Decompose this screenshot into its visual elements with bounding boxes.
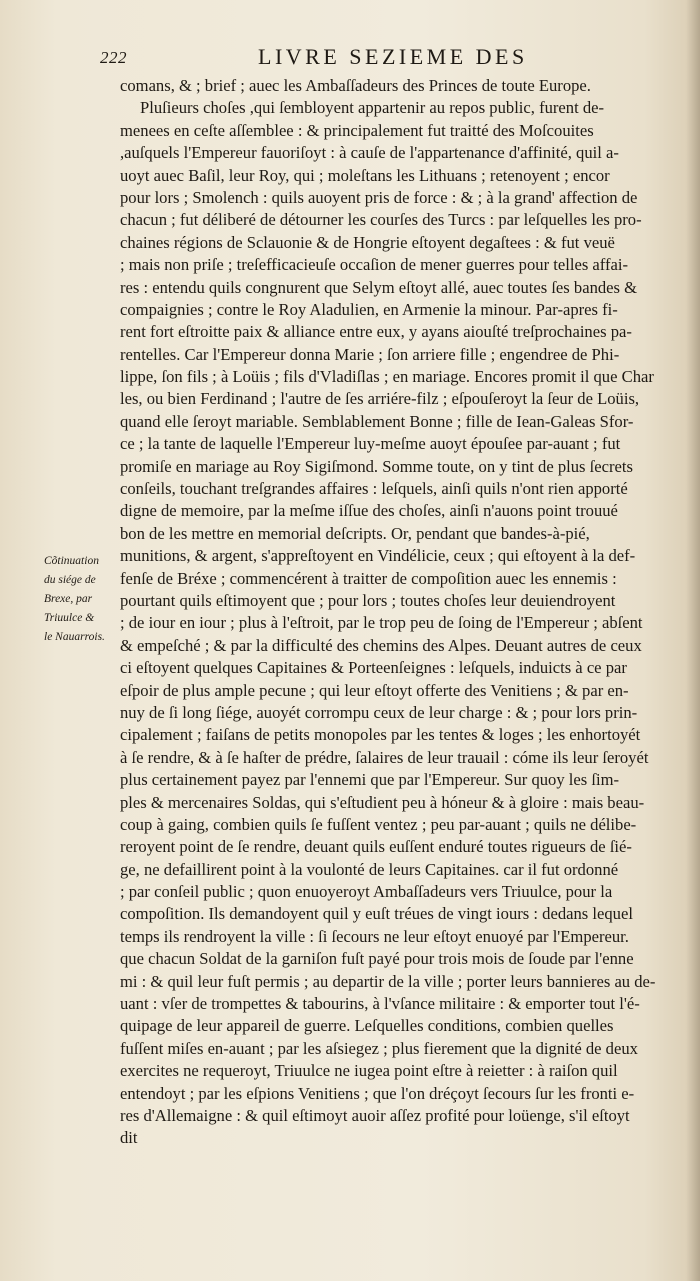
text-line: rent fort eſtroitte paix & alliance entre eux, y ayans aiouſté treſprochaines pa-: [120, 322, 632, 342]
text-line: ; mais non priſe ; treſefficacieuſe occaſion de mener guerres pour telles affai-: [120, 255, 629, 275]
text-line: bon de les mettre en memorial deſcripts. Or, pendant que bandes-à-pié,: [120, 523, 590, 543]
text-line: ge, ne defaillirent point à la voulonté de leurs Capitaines. car il fut ordonné: [120, 859, 619, 879]
text-line: lippe, ſon fils ; à Loüis ; fils d'Vladiſlas ; en mariage. Encores promit il que Char: [120, 367, 654, 387]
text-line: que chacun Soldat de la garniſon fuſt payé pour trois mois de ſoude par l'enne: [120, 949, 634, 969]
text-line: pour lors ; Smolench : quils auoyent pris de force : & ; à la grand' affection de: [120, 187, 638, 207]
text-line: mi : & quil leur fuſt permis ; au departir de la ville ; porter leurs bannieres au de-: [120, 971, 656, 991]
text-line: ci eſtoyent quelques Capitaines & Porteenſeignes : leſquels, induicts à ce par: [120, 658, 627, 678]
text-line: quand elle ſeroyt mariable. Semblablement Bonne ; fille de Iean-Galeas Sfor-: [120, 411, 634, 431]
text-line: conſeils, touchant treſgrandes affaires : leſquels, ainſi quils n'ont rien apporté: [120, 479, 628, 499]
text-line: entendoyt ; par les eſpions Venitiens ; que l'on dréçoyt ſecours ſur les fronti e-: [120, 1083, 635, 1103]
text-line: coup à gaing, combien quils ſe fuſſent ventez ; peu par-auant ; quils ne délibe-: [120, 814, 637, 834]
text-line: compaignies ; contre le Roy Aladulien, en Armenie la minour. Par-apres fi-: [120, 299, 618, 319]
body-text: [120, 75, 685, 1172]
text-line: ce ; la tante de laquelle l'Empereur luy-meſme auoyt épouſee par-auant ; fut: [120, 434, 621, 454]
text-line: menees en ceſte aſſemblee : & principalement fut traitté des Moſcouites: [120, 120, 594, 140]
text-line: fuſſent miſes en-auant ; par les aſsiegez ; plus fierement que la dignité de deux: [120, 1038, 638, 1058]
text-line: digne de memoire, par la meſme iſſue des choſes, ainſi n'auons point trouué: [120, 501, 618, 521]
margin-note-line: Cõtinuation: [44, 555, 99, 567]
text-line: ; de iour en iour ; plus à l'eſtroit, par le trop peu de ſoing de l'Empereur ; abſent: [120, 613, 643, 633]
text-line: rentelles. Car l'Empereur donna Marie ; ſon arriere fille ; engendree de Phi-: [120, 344, 620, 364]
text-line: nuy de ſi long ſiége, auoyét corrompu ceux de leur charge : & ; pour lors prin-: [120, 702, 638, 722]
text-line: [120, 1150, 685, 1172]
text-line: promiſe en mariage au Roy Sigiſmond. Somme toute, on y tint de plus ſecrets: [120, 456, 633, 476]
text-line: plus certainement payez par l'ennemi que par l'Empereur. Sur quoy les ſim-: [120, 770, 620, 790]
text-line: compoſition. Ils demandoyent quil y euſt tréues de vingt iours : dedans lequel: [120, 904, 633, 924]
text-line: ,auſquels l'Empereur fauoriſoyt : à cauſe de l'appartenance d'affinité, quil a-: [120, 143, 619, 163]
text-line: munitions, & argent, s'appreſtoyent en Vindélicie, ceux ; qui eſtoyent à la def-: [120, 546, 636, 566]
text-line: dit: [120, 1128, 138, 1148]
margin-note-line: Brexe, par: [44, 593, 93, 605]
text-line: temps ils rendroyent la ville : ſi ſecours ne leur eſtoyt enuoyé par l'Empereur.: [120, 926, 629, 946]
text-line: ; par conſeil public ; quon enuoyeroyt Ambaſſadeurs vers Triuulce, pour la: [120, 882, 613, 902]
margin-note-line: du siége de: [44, 574, 96, 586]
text-line: uant : vſer de trompettes & tabourins, à l'vſance militaire : & emporter tout l'é-: [120, 994, 640, 1014]
page-number: 222: [100, 48, 127, 67]
text-line: fenſe de Bréxe ; commencérent à traitter de compoſition auec les ennemis :: [120, 568, 617, 588]
text-line: res : entendu quils congnurent que Selym eſtoyt allé, auec toutes ſes bandes &: [120, 277, 638, 297]
text-line: exercites ne requeroyt, Triuulce ne iugea point eſtre à reietter : à raiſon quil: [120, 1061, 618, 1081]
text-line: les, ou bien Ferdinand ; l'autre de ſes arriére-filz ; eſpouſeroyt la ſeur de Loüis,: [120, 389, 640, 409]
text-line: eſpoir de plus ample pecune ; qui leur eſtoyt offerte des Venitiens ; & par en-: [120, 680, 629, 700]
text-line: à ſe rendre, & à ſe haſter de prédre, ſalaires de leur trauail : cóme ils leur ſeroyét: [120, 747, 649, 767]
text-line: comans, & ; brief ; auec les Ambaſſadeurs des Princes de toute Europe.: [120, 76, 591, 95]
text-line: quipage de leur appareil de guerre. Leſquelles conditions, combien quelles: [120, 1016, 614, 1036]
text-line: uoyt auec Baſil, leur Roy, qui ; moleſtans les Lithuans ; retenoyent ; encor: [120, 165, 610, 185]
margin-note-line: le Nauarrois.: [44, 631, 105, 643]
margin-note-line: Triuulce &: [44, 612, 95, 624]
text-line: Pluſieurs choſes ,qui ſembloyent appartenir au repos public, furent de-: [140, 98, 605, 118]
text-line: cipalement ; faiſans de petits monopoles par les tentes & loges ; les enhortoyét: [120, 725, 641, 745]
text-line: & empeſché ; & par la difficulté des chemins des Alpes. Deuant autres de ceux: [120, 635, 642, 655]
margin-note: [44, 552, 120, 647]
text-line: ples & mercenaires Soldas, qui s'eſtudient peu à hóneur & à gloire : mais beau-: [120, 792, 645, 812]
text-line: pourtant quils eſtimoyent que ; pour lors ; toutes choſes leur deuiendroyent: [120, 590, 616, 610]
text-line: res d'Allemaigne : & quil eſtimoyt auoir aſſez profité pour loüenge, s'il eſtoyt: [120, 1105, 630, 1125]
page-edge-shadow: [686, 0, 700, 1281]
running-head: LIVRE SEZIEME DES: [258, 44, 528, 69]
text-line: chacun ; fut déliberé de détourner les courſes des Turcs : par leſquelles les pro-: [120, 210, 642, 230]
text-line: chaines régions de Sclauonie & de Hongrie eſtoyent degaſtees : & fut veuë: [120, 232, 615, 252]
text-line: reroyent point de ſe rendre, deuant quils euſſent enduré toutes rigueurs de ſié-: [120, 837, 632, 857]
